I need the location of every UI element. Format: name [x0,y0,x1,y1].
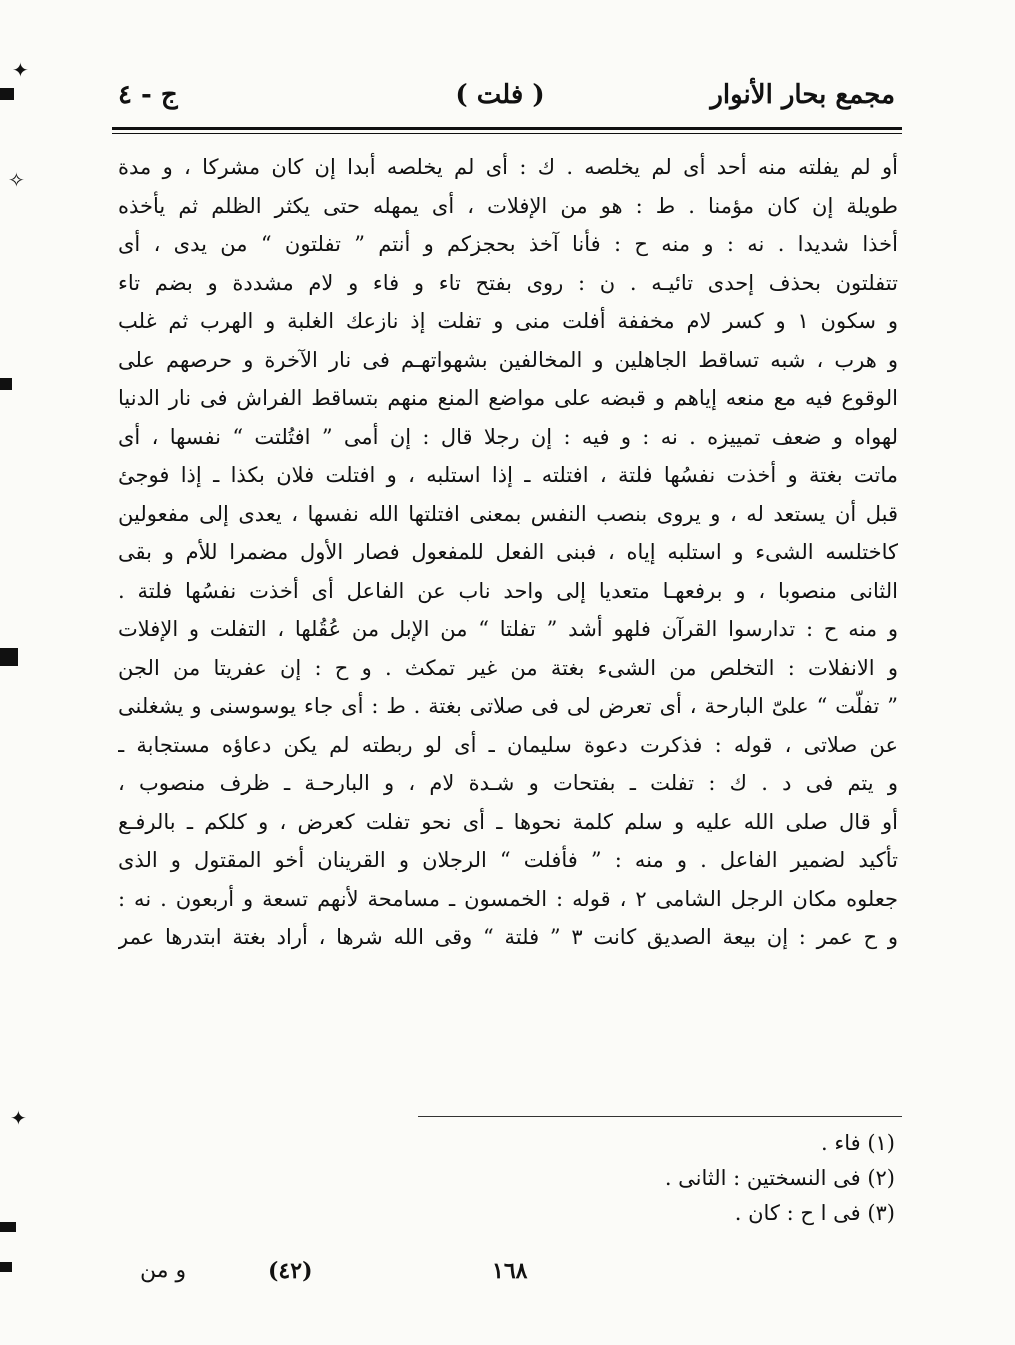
text-line: تأكيد لضمير الفاعل . و منه : ” فأفلت “ الرجلان و القرينان أخو المقتول و الذى [118,848,898,872]
book-title: مجمع بحار الأنوار [710,80,895,110]
text-line: أو لم يفلته منه أحد أى لم يخلصه . ك : أى لم يخلصه أبدا إن كان مشركا ، و مدة [118,155,898,179]
footnote-item: (١) فاء . [820,1131,895,1155]
header-rule-thin [112,133,902,134]
margin-star-mark: ✧ [8,168,25,192]
text-line: أخذا شديدا . نه : و منه ح : فأنا آخذ بحجزكم و أنتم ” تفلتون “ من يدى ، أى [118,232,898,256]
footnote-item: (٢) فى النسختين : الثانى . [664,1166,895,1190]
header-rule-thick [112,127,902,130]
main-text [118,148,898,957]
footnotes [495,1126,895,1231]
text-line: و هرب ، شبه تساقط الجاهلين و المخالفين بشهواتهـم فى نار الآخرة و حرصهم على [118,347,898,372]
margin-tab-mark [0,1262,12,1272]
margin-tab-mark [0,378,12,390]
text-line: ماتت بغتة و أخذت نفسُها فلتة ، افتلته ـ إذا استلبه ، و افتلت فلان بكذا ـ إذا فوجئ [118,463,898,487]
text-line: و يتم فى د . ك : تفلت ـ بفتحات و شـدة لام ، و البارحـة ـ ظرف منصوب ، [118,771,898,795]
text-line: كاختلسه الشىء و استلبه إياه ، فبنى الفعل للمفعول فصار الأول مضمرا للأم و بقى [118,540,898,564]
text-line: و منه ح : تدارسوا القرآن فلهو أشد ” تفلتا “ من الإبل من عُقُلها ، التفلت و الإفلات [118,617,898,641]
text-line: الثانى منصوبا ، و برفعهـا متعديا إلى واحد ناب عن الفاعل أى أخذت نفسُها فلتة . [118,578,898,603]
footnote-rule [418,1116,902,1117]
margin-tab-mark [0,88,14,100]
catchword: و من [140,1258,187,1283]
text-line: و الانفلات : التخلص من الشىء بغتة من غير تمكث . و ح : إن عفريتا من الجن [118,655,898,680]
footnote-item: (٣) فى ا ح : كان . [734,1201,895,1225]
text-line: و سكون ١ و كسر لام مخففة أفلت منى و تفلت إذ نازعك الغلبة و الهرب ثم غلب [118,309,898,333]
text-line: قبل أن يستعد له ، و يروى بنصب النفس بمعنى افتلتها الله نفسها ، يعدى إلى مفعولين [118,501,898,526]
signature-number: (٤٢) [268,1258,313,1284]
text-line: طويلة إن كان مؤمنا . ط : هو من الإفلات ، أى يمهله حتى يكثر الظلم ثم يأخذه [118,193,898,218]
text-line: أو قال صلى الله عليه و سلم كلمة نحوها ـ أى نحو تفلت كعرض ، و كلكم ـ بالرفـع [118,809,898,834]
text-line: عن صلاتى ، قوله : فذكرت دعوة سليمان ـ أى لو ربطته لم يكن دعاؤه مستجابة ـ [118,732,898,757]
margin-star-mark: ✦ [12,58,29,82]
text-line: ” تفلّت “ علىّ البارحة ، أى تعرض لى فى صلاتى بغتة . ط : أى جاء يوسوسنى و يشغلنى [118,694,898,718]
entry-heading: ( فلت ) [455,80,545,110]
margin-tab-mark [0,648,18,666]
text-line: جعلوه مكان الرجل الشامى ٢ ، قوله : الخمسون ـ مسامحة لأنهم تسعة و أربعون . نه : [118,886,898,911]
volume-label: ج - ٤ [118,80,178,110]
text-line: تتفلتون بحذف إحدى تائيـه . ن : روى بفتح تاء و فاء و لام مشددة و بضم تاء [118,270,898,295]
margin-tab-mark [0,1222,16,1232]
margin-star-mark: ✦ [10,1106,27,1130]
text-line: الوقوع فيه مع منعه إياهم و قبضه على مواضع المنع منهم بتساقط الفراش فى نار الدنيا [118,386,898,410]
text-line: و ح عمر : إن بيعة الصديق كانت ٣ ” فلتة “ وقى الله شرها ، أراد بغتة ابتدرها عمر [118,925,898,949]
page-number: ١٦٨ [492,1258,528,1284]
text-line: لهواه و ضعف تمييزه . نه : و فيه : إن رجلا قال : إن أمى ” افتُلتت “ نفسها ، أى [118,424,898,449]
